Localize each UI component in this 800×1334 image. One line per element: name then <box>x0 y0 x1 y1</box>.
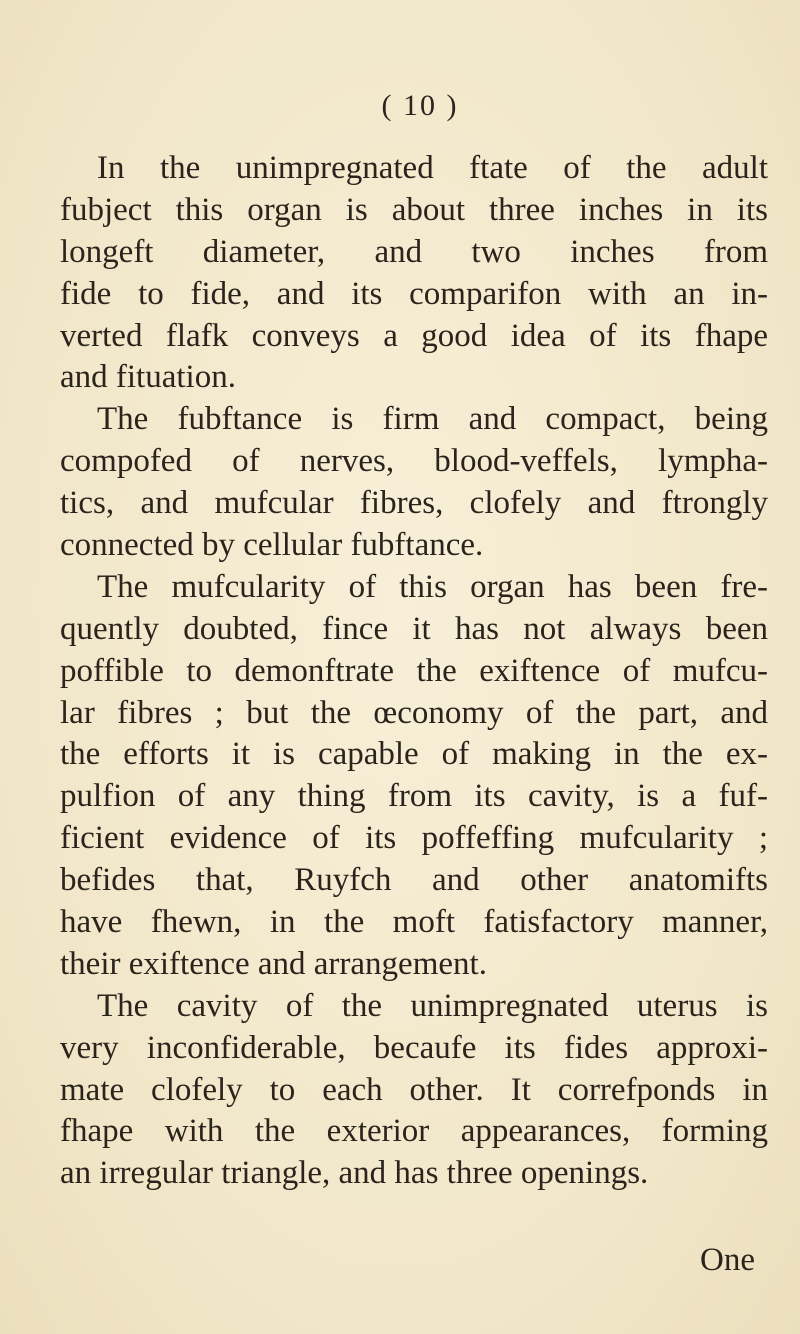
text-line: poffible to demonftrate the exiftence of mufcu- <box>60 652 768 689</box>
text-line: an irregular triangle, and has three openings. <box>60 1155 649 1192</box>
text-line: ficient evidence of its poffeffing mufcularity ; <box>60 820 768 857</box>
text-line: The cavity of the unimpregnated uterus is <box>97 987 768 1024</box>
text-line: The mufcularity of this organ has been fre- <box>97 568 768 605</box>
text-line: lar fibres ; but the œconomy of the part, and <box>60 694 768 731</box>
text-line: mate clofely to each other. It correfponds in <box>60 1071 768 1108</box>
body-text <box>60 148 768 1195</box>
text-line: The fubftance is firm and compact, being <box>97 401 768 438</box>
text-line: the efforts it is capable of making in the ex- <box>60 736 768 773</box>
text-line: compofed of nerves, blood-veffels, lympha- <box>60 443 768 480</box>
text-line: quently doubted, fince it has not always been <box>60 610 768 647</box>
text-line: have fhewn, in the moft fatisfactory manner, <box>60 904 768 941</box>
text-line: fubject this organ is about three inches in its <box>60 191 768 228</box>
text-line: verted flafk conveys a good idea of its fhape <box>60 317 768 354</box>
text-line: connected by cellular fubftance. <box>60 527 484 564</box>
text-line: befides that, Ruyfch and other anatomifts <box>60 862 768 899</box>
text-line: and fituation. <box>60 359 236 396</box>
catchword: One <box>700 1242 755 1278</box>
text-line: tics, and mufcular fibres, clofely and ftrongly <box>60 485 768 522</box>
text-line: very inconfiderable, becaufe its fides approxi- <box>60 1029 768 1066</box>
text-line: In the unimpregnated ftate of the adult <box>97 150 768 186</box>
text-line: longeft diameter, and two inches from <box>60 233 768 270</box>
text-line: fhape with the exterior appearances, forming <box>60 1113 768 1150</box>
text-line: their exiftence and arrangement. <box>60 945 487 982</box>
text-line: fide to fide, and its comparifon with an in- <box>60 275 768 312</box>
page-number: ( 10 ) <box>381 89 459 122</box>
text-line: pulfion of any thing from its cavity, is a fuf- <box>60 778 768 815</box>
